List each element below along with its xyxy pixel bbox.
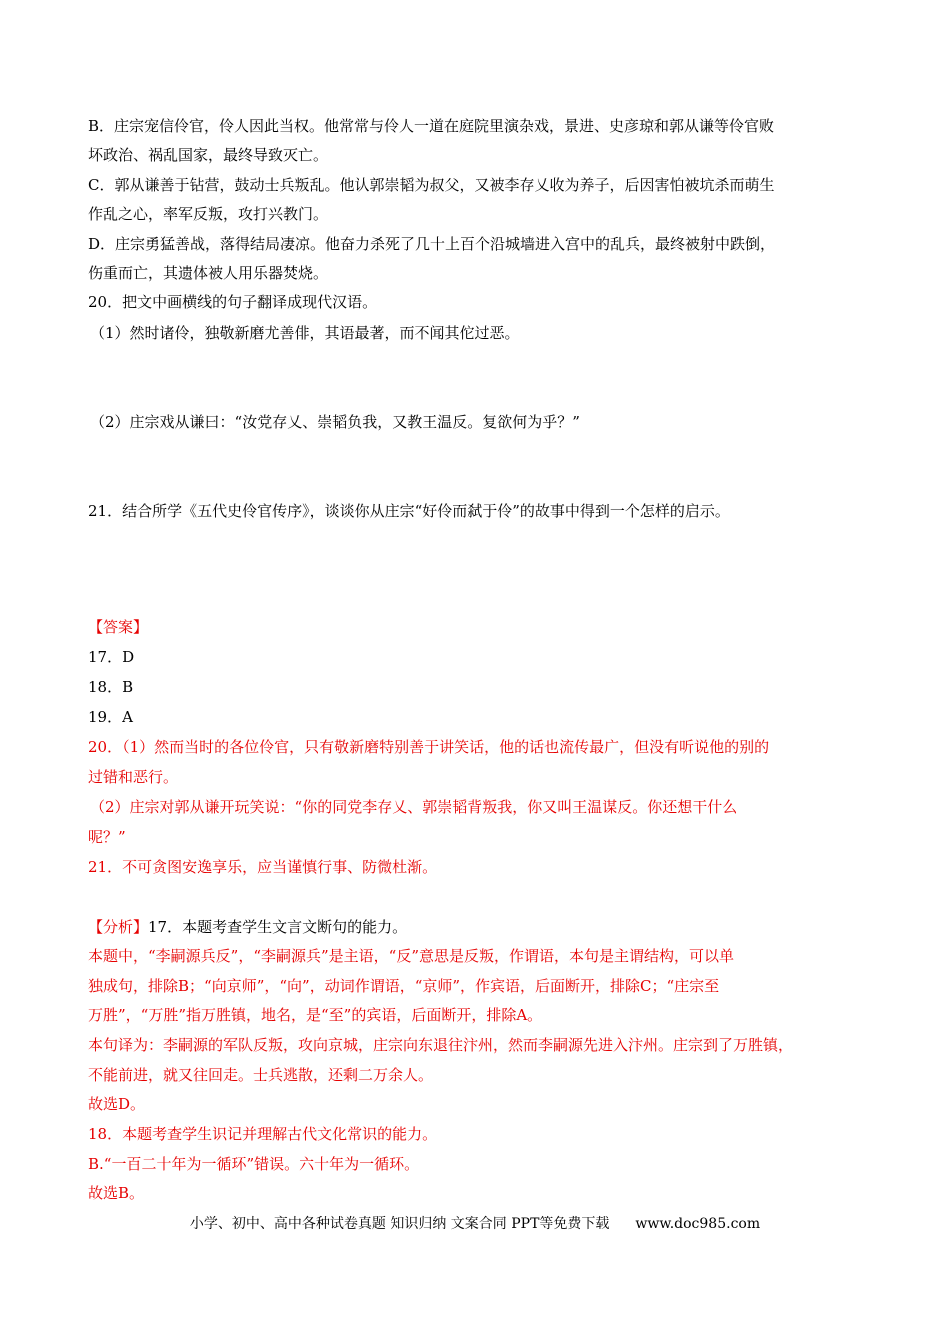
- question-20-part-1: （1）然时诸伶，独敬新磨尤善俳，其语最著，而不闻其佗过恶。: [90, 324, 520, 342]
- answer-17: 17．D: [88, 648, 135, 666]
- answer-heading: 【答案】: [88, 618, 149, 636]
- analysis-17-line-1: 本题中，“李嗣源兵反”，“李嗣源兵”是主语，“反”意思是反叛，作谓语，本句是主谓结构，可以单: [88, 947, 735, 965]
- footer-url[interactable]: www.doc985.com: [635, 1216, 761, 1232]
- page-footer: [0, 1214, 950, 1234]
- analysis-17-conclusion: 故选D。: [88, 1095, 146, 1113]
- analysis-heading-line: [88, 917, 880, 937]
- answer-20-part-2-line-2: 呢？”: [88, 828, 126, 846]
- footer-text: 小学、初中、高中各种试卷真题 知识归纳 文案合同 PPT等免费下载: [189, 1216, 610, 1232]
- option-b-line-1: B．庄宗宠信伶官，伶人因此当权。他常常与伶人一道在庭院里演杂戏，景进、史彦琼和郭从谦等伶官败: [88, 117, 775, 135]
- analysis-17-heading: 17．本题考查学生文言文断句的能力。: [148, 918, 408, 936]
- question-20: 20．把文中画横线的句子翻译成现代汉语。: [88, 293, 378, 311]
- analysis-17-line-4: 本句译为：李嗣源的军队反叛，攻向京城，庄宗向东退往汴州，然而李嗣源先进入汴州。庄宗到了万胜镇，: [88, 1036, 794, 1054]
- option-c-line-1: C．郭从谦善于钻营，鼓动士兵叛乱。他认郭崇韬为叔父，又被李存乂收为养子，后因害怕被坑杀而萌生: [88, 176, 775, 194]
- answer-20-part-2-line-1: （2）庄宗对郭从谦开玩笑说：“你的同党李存乂、郭崇韬背叛我，你又叫王温谋反。你还想干什么: [90, 798, 738, 816]
- analysis-18-conclusion: 故选B。: [88, 1184, 145, 1202]
- answer-21: 21．不可贪图安逸享乐，应当谨慎行事、防微杜渐。: [88, 858, 438, 876]
- analysis-17-line-2: 独成句，排除B；“向京师”，“向”，动词作谓语，“京师”，作宾语，后面断开，排除C；“庄宗至: [88, 977, 720, 995]
- analysis-17-line-3: 万胜”，“万胜”指万胜镇，地名，是“至”的宾语，后面断开，排除A。: [88, 1006, 543, 1024]
- analysis-18-heading: 18．本题考查学生识记并理解古代文化常识的能力。: [88, 1125, 438, 1143]
- option-d-line-2: 伤重而亡，其遗体被人用乐器焚烧。: [88, 264, 329, 282]
- answer-19: 19．A: [88, 708, 133, 726]
- analysis-heading: 【分析】: [88, 918, 149, 936]
- question-20-part-2: （2）庄宗戏从谦曰：“汝党存乂、崇韬负我，又教王温反。复欲何为乎？”: [90, 413, 580, 431]
- answer-20-part-1-line-2: 过错和恶行。: [88, 768, 179, 786]
- analysis-17-line-5: 不能前进，就又往回走。士兵逃散，还剩二万余人。: [88, 1066, 434, 1084]
- option-b-line-2: 坏政治、祸乱国家，最终导致灭亡。: [88, 146, 329, 164]
- answer-18: 18．B: [88, 678, 134, 696]
- option-d-line-1: D．庄宗勇猛善战，落得结局凄凉。他奋力杀死了几十上百个沿城墙进入宫中的乱兵，最终被射中跌倒，: [88, 235, 776, 253]
- answer-20-part-1-line-1: 20．（1）然而当时的各位伶官，只有敬新磨特别善于讲笑话，他的话也流传最广，但没有听说他的别的: [88, 738, 770, 756]
- option-c-line-2: 作乱之心，率军反叛，攻打兴教门。: [88, 205, 329, 223]
- question-21: 21．结合所学《五代史伶官传序》，谈谈你从庄宗“好伶而弑于伶”的故事中得到一个怎样的启示。: [88, 502, 730, 520]
- analysis-18-line-1: B.“一百二十年为一循环”错误。六十年为一循环。: [88, 1155, 420, 1173]
